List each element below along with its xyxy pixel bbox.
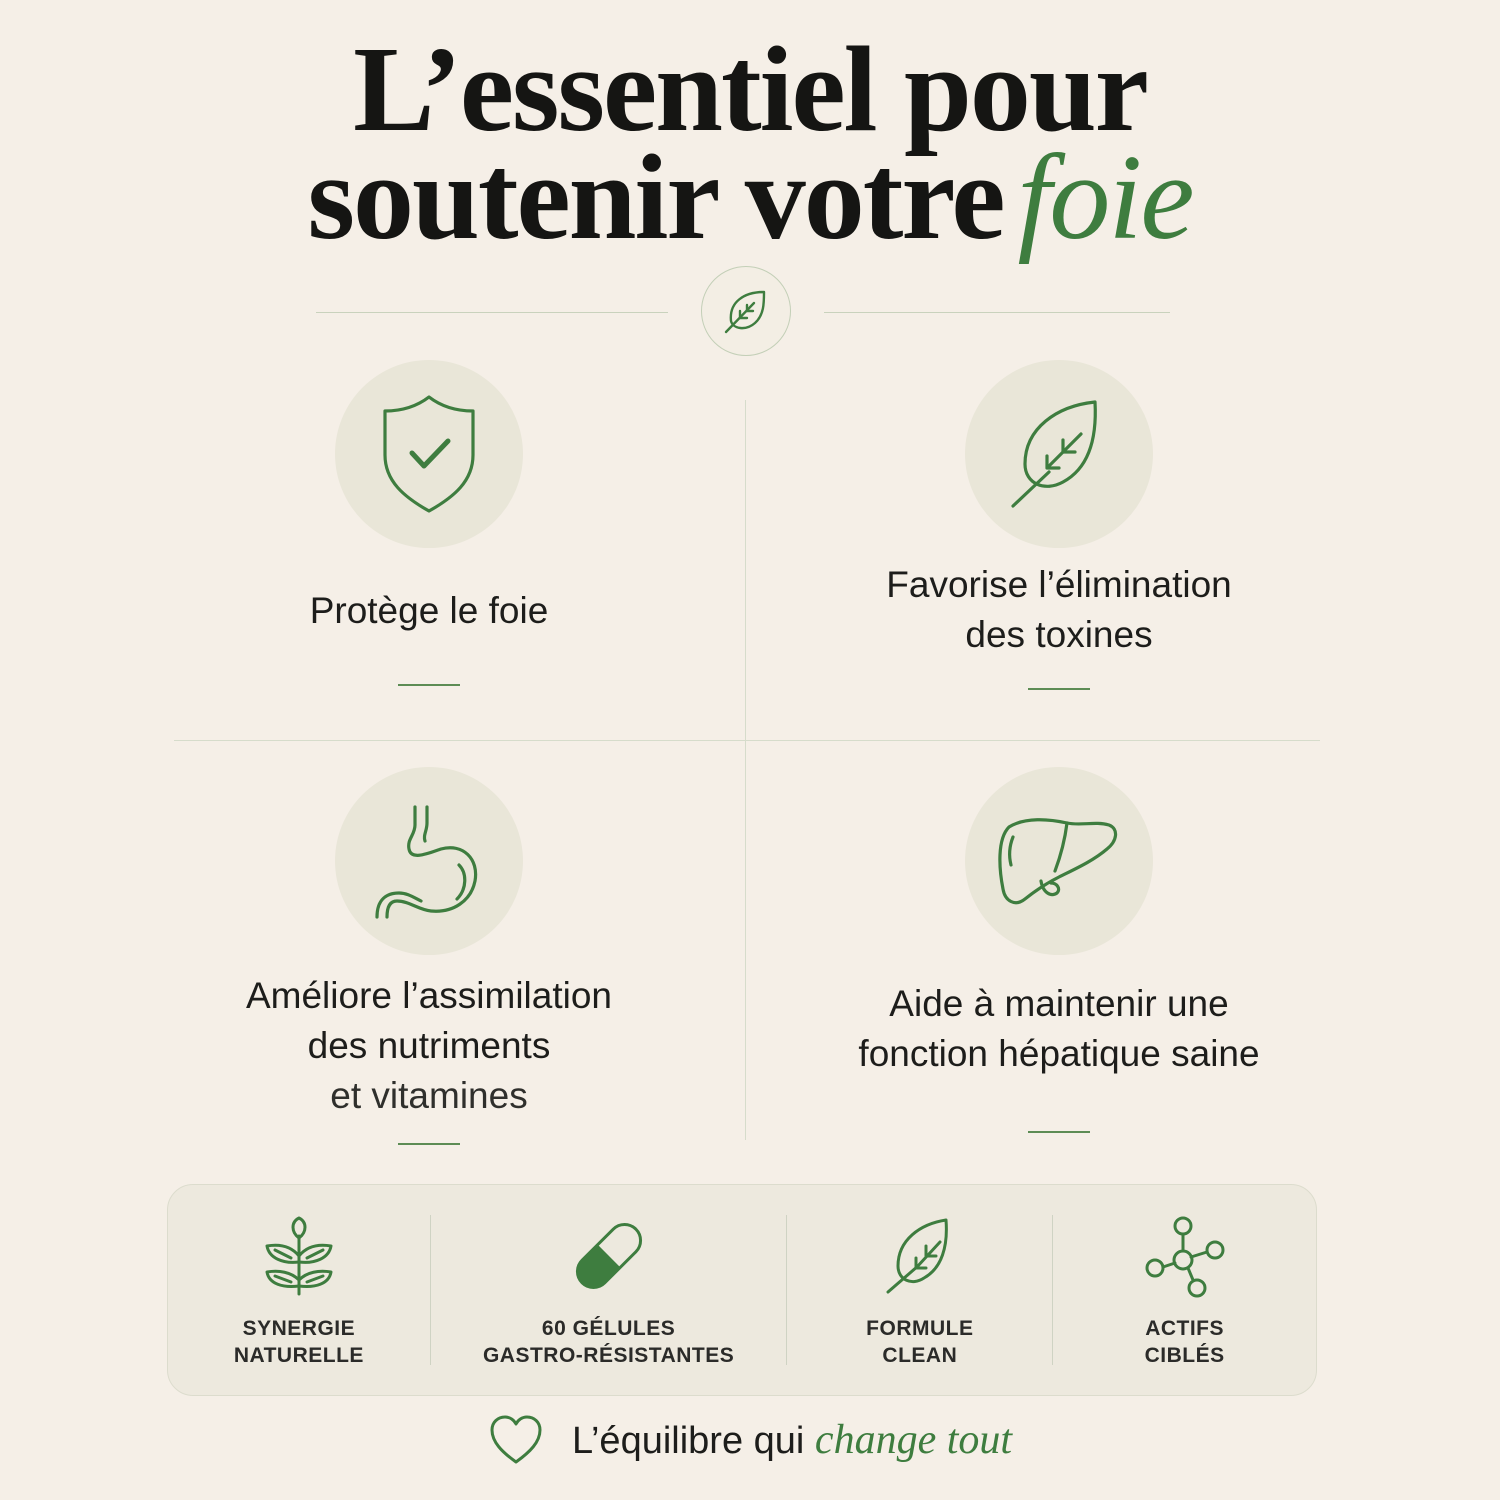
- badge-label-line: 60 GÉLULES: [541, 1317, 676, 1340]
- badge-natural-synergy: [168, 1185, 430, 1395]
- badge-label-line: NATURELLE: [233, 1344, 364, 1367]
- feature-underline: [1028, 688, 1090, 690]
- footer-text: [572, 1416, 1012, 1464]
- feature-label-line: fonction hépatique saine: [858, 1033, 1260, 1074]
- feature-label-line: et vitamines: [330, 1075, 528, 1116]
- badge-label: [483, 1315, 734, 1369]
- stomach-icon: [371, 801, 487, 921]
- header-leaf-badge: [701, 266, 791, 356]
- feature-label: [804, 560, 1314, 660]
- footer-accent: change tout: [814, 1417, 1013, 1463]
- feature-icon-circle: [335, 767, 523, 955]
- badge-label: [1145, 1315, 1225, 1369]
- grid-horizontal-divider: [174, 740, 1320, 741]
- grid-vertical-divider: [745, 400, 746, 1140]
- title-line-1: L’essentiel pour: [353, 22, 1147, 157]
- title-accent: foie: [1017, 130, 1193, 265]
- feature-protect-liver: [174, 360, 684, 686]
- badge-capsules: [431, 1185, 787, 1395]
- badge-clean-formula: [787, 1185, 1052, 1395]
- feature-label-line: des toxines: [965, 614, 1153, 655]
- heart-icon: [488, 1414, 544, 1466]
- feature-underline: [1028, 1131, 1090, 1133]
- leaf-detox-icon: [999, 394, 1119, 514]
- capsule-icon: [567, 1216, 651, 1296]
- badge-targeted-actives: [1053, 1185, 1316, 1395]
- molecule-icon: [1143, 1214, 1227, 1298]
- footer-text-main: L’équilibre qui: [571, 1420, 805, 1462]
- badge-label-line: SYNERGIE: [242, 1317, 356, 1340]
- leaf-icon: [884, 1216, 956, 1296]
- feature-label-line: Aide à maintenir une: [889, 983, 1229, 1024]
- header-divider-right: [824, 312, 1170, 313]
- feature-nutrient-assimilation: [174, 767, 684, 1145]
- badge-label-line: CLEAN: [882, 1344, 958, 1367]
- feature-label: [174, 586, 684, 636]
- feature-label-line: Favorise l’élimination: [886, 564, 1232, 605]
- feature-icon-circle: [335, 360, 523, 548]
- feature-icon-circle: [965, 360, 1153, 548]
- title-line-2-text: soutenir votre: [307, 130, 1004, 265]
- feature-label-line: Améliore l’assimilation: [245, 975, 612, 1016]
- feature-icon-circle: [965, 767, 1153, 955]
- feature-eliminate-toxins: [804, 360, 1314, 690]
- page-title: [0, 22, 1500, 265]
- header-divider-left: [316, 312, 668, 313]
- feature-label-line: Protège le foie: [309, 590, 549, 631]
- plant-sprout-icon: [261, 1216, 337, 1296]
- liver-icon: [995, 811, 1123, 911]
- shield-check-icon: [374, 389, 484, 519]
- badge-label-line: ACTIFS: [1145, 1317, 1225, 1340]
- feature-liver-function: [804, 767, 1314, 1133]
- feature-label: [804, 979, 1314, 1079]
- badge-label-line: CIBLÉS: [1144, 1344, 1225, 1367]
- feature-label: [174, 971, 684, 1121]
- badge-label-line: GASTRO-RÉSISTANTES: [482, 1344, 735, 1367]
- feature-underline: [398, 684, 460, 686]
- title-line-2: [0, 130, 1500, 265]
- footer-tagline: [0, 1410, 1500, 1470]
- badges-panel: [167, 1184, 1317, 1396]
- badge-label-line: FORMULE: [866, 1317, 974, 1340]
- leaf-icon: [720, 285, 772, 337]
- badge-label: [866, 1315, 973, 1369]
- feature-label-line: des nutriments: [307, 1025, 551, 1066]
- feature-underline: [398, 1143, 460, 1145]
- badge-label: [234, 1315, 364, 1369]
